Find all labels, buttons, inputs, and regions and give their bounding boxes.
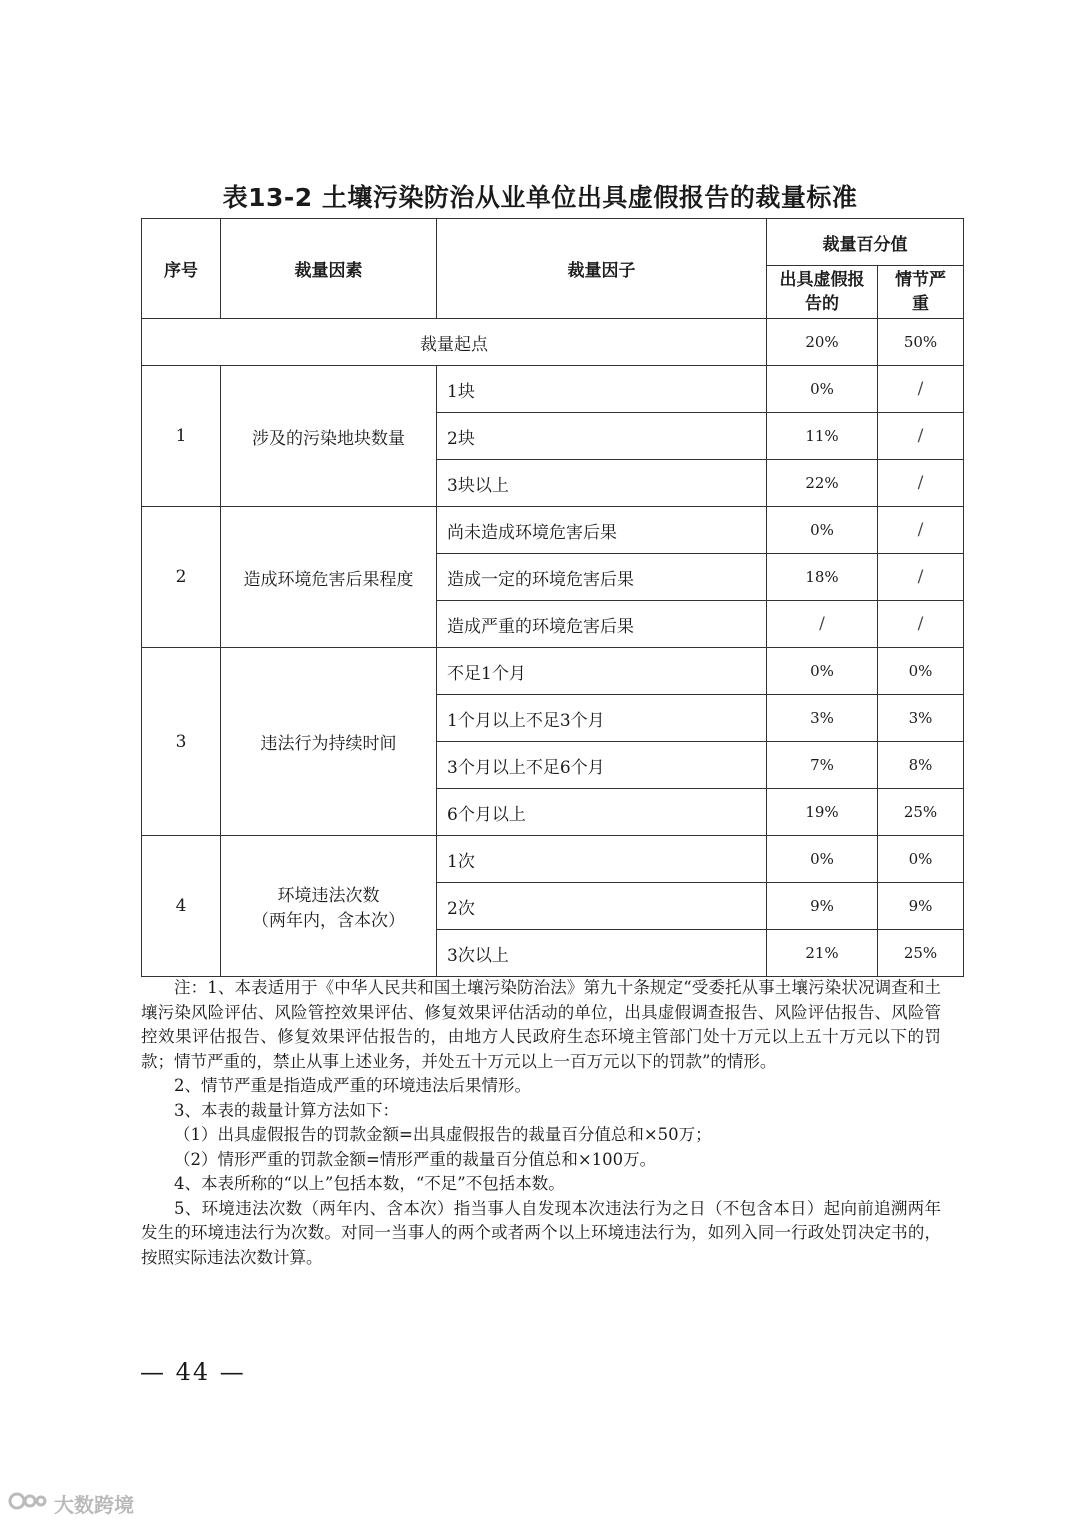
sub-factor: 不足1个月 — [437, 648, 767, 695]
header-serious: 情节严重 — [878, 266, 964, 319]
header-row-1 — [142, 219, 964, 266]
sub-factor: 2块 — [437, 413, 767, 460]
group-factor — [221, 836, 437, 977]
sub-factor: 造成一定的环境危害后果 — [437, 554, 767, 601]
group-factor-label: 违法行为持续时间 — [260, 734, 397, 754]
page-number: — 44 — — [140, 1358, 246, 1386]
false-report-value: / — [767, 601, 878, 648]
starting-point-label: 裁量起点 — [142, 319, 767, 366]
note-paragraph: （2）情形严重的罚款金额=情形严重的裁量百分值总和×100万。 — [174, 1149, 657, 1169]
note-paragraph: 3、本表的裁量计算方法如下： — [174, 1100, 399, 1120]
sub-factor: 3次以上 — [437, 930, 767, 977]
table-row — [142, 507, 964, 554]
false-report-value: 9% — [767, 883, 878, 930]
serious-value: / — [878, 507, 964, 554]
note-paragraph: （1）出具虚假报告的罚款金额=出具虚假报告的裁量百分值总和×50万； — [174, 1125, 712, 1144]
group-seq: 2 — [142, 507, 221, 648]
group-seq: 1 — [142, 366, 221, 507]
header-false-report: 出具虚假报告的 — [767, 266, 878, 319]
group-factor-label: 造成环境危害后果程度 — [243, 569, 414, 590]
sub-factor: 尚未造成环境危害后果 — [437, 507, 767, 554]
penalty-table — [141, 218, 964, 977]
sub-factor: 1块 — [437, 366, 767, 413]
sub-factor: 造成严重的环境危害后果 — [437, 601, 767, 648]
note-paragraph: 4、本表所称的“以上”包括本数，“不足”不包括本数。 — [174, 1174, 565, 1193]
notes-section — [141, 976, 941, 1270]
serious-value: 25% — [878, 930, 964, 977]
serious-value: / — [878, 413, 964, 460]
false-report-value: 0% — [767, 366, 878, 413]
false-report-value: 0% — [767, 507, 878, 554]
header-sub-factor: 裁量因子 — [437, 219, 767, 319]
table-row — [142, 836, 964, 883]
table-title: 表13-2 土壤污染防治从业单位出具虚假报告的裁量标准 — [222, 183, 858, 212]
sub-factor: 1次 — [437, 836, 767, 883]
sub-factor: 3个月以上不足6个月 — [437, 742, 767, 789]
starting-point-row — [142, 319, 964, 366]
false-report-value: 11% — [767, 413, 878, 460]
note-paragraph: 2、情节严重是指造成严重的环境违法后果情形。 — [174, 1076, 531, 1095]
false-report-value: 18% — [767, 554, 878, 601]
table-row — [142, 648, 964, 695]
header-seq: 序号 — [142, 219, 221, 319]
group-factor — [221, 507, 437, 648]
serious-value: / — [878, 554, 964, 601]
serious-value: 0% — [878, 836, 964, 883]
sub-factor: 6个月以上 — [437, 789, 767, 836]
false-report-value: 0% — [767, 836, 878, 883]
group-factor — [221, 648, 437, 836]
group-factor-note: （两年内，含本次） — [252, 911, 405, 931]
header-factor: 裁量因素 — [221, 219, 437, 319]
false-report-value: 7% — [767, 742, 878, 789]
sub-factor: 3块以上 — [437, 460, 767, 507]
serious-value: 8% — [878, 742, 964, 789]
serious-value: / — [878, 460, 964, 507]
starting-point-serious: 50% — [878, 319, 964, 366]
watermark-logo-icon — [8, 1488, 48, 1519]
group-factor-label: 涉及的污染地块数量 — [252, 428, 405, 449]
false-report-value: 22% — [767, 460, 878, 507]
serious-value: 25% — [878, 789, 964, 836]
group-factor — [221, 366, 437, 507]
watermark — [8, 1488, 134, 1518]
serious-value: / — [878, 601, 964, 648]
table-row — [142, 366, 964, 413]
false-report-value: 0% — [767, 648, 878, 695]
false-report-value: 19% — [767, 789, 878, 836]
group-factor-label: 环境违法次数 — [277, 886, 380, 906]
starting-point-false-report: 20% — [767, 319, 878, 366]
serious-value: 3% — [878, 695, 964, 742]
serious-value: / — [878, 366, 964, 413]
note-paragraph: 5、环境违法次数（两年内、含本次）指当事人自发现本次违法行为之日（不包含本日）起向前追溯两年发生的环境违法行为次数。对同一当事人的两个或者两个以上环境违法行为，如列入同一行政处罚决定书的，按照实际违法次数计算。 — [141, 1198, 941, 1267]
group-seq: 3 — [142, 648, 221, 836]
false-report-value: 3% — [767, 695, 878, 742]
watermark-text: 大数跨境 — [54, 1492, 134, 1517]
note-paragraph: 注：1、本表适用于《中华人民共和国土壤污染防治法》第九十条规定“受委托从事土壤污染状况调查和土壤污染风险评估、风险管控效果评估、修复效果评估活动的单位，出具虚假调查报告、风险评估报告、风险管控效果评估报告、修复效果评估报告的，由地方人民政府生态环境主管部门处十万元以上五十万元以下的罚款；情节严重的，禁止从事上述业务，并处五十万元以上一百万元以下的罚款”的情形。 — [141, 978, 941, 1071]
false-report-value: 21% — [767, 930, 878, 977]
group-seq: 4 — [142, 836, 221, 977]
serious-value: 9% — [878, 883, 964, 930]
serious-value: 0% — [878, 648, 964, 695]
sub-factor: 1个月以上不足3个月 — [437, 695, 767, 742]
sub-factor: 2次 — [437, 883, 767, 930]
header-percent-group: 裁量百分值 — [767, 219, 964, 266]
